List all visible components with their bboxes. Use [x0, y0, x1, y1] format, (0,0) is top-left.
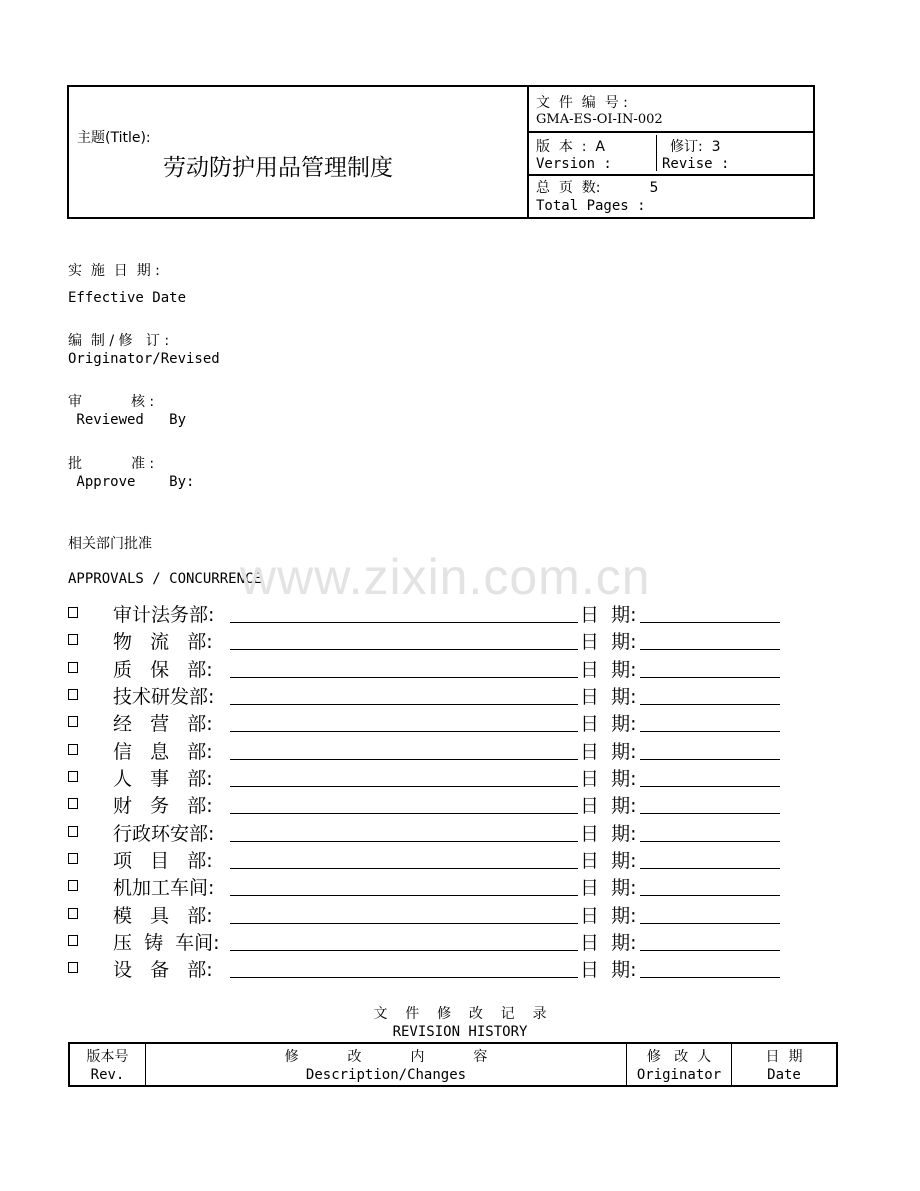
date-label: 日 期: — [580, 823, 637, 845]
date-label: 日 期: — [580, 959, 637, 981]
date-line[interactable] — [640, 677, 780, 678]
effective-date-label: 实 施 日 期 : — [68, 263, 160, 279]
doc-number-value: GMA-ES-OI-IN-002 — [536, 112, 663, 127]
version-row — [529, 133, 813, 176]
approval-row — [68, 682, 788, 709]
column-header-cn: 修 改 人 — [646, 1049, 712, 1065]
approval-row — [68, 791, 788, 818]
department-label: 物 流 部: — [113, 631, 213, 653]
column-description — [146, 1044, 627, 1085]
approval-checkbox[interactable] — [68, 798, 78, 809]
approve-label: 批 准 : — [68, 456, 155, 472]
approval-checkbox[interactable] — [68, 689, 78, 700]
document-header — [67, 85, 815, 219]
date-label: 日 期: — [580, 932, 637, 954]
date-label: 日 期: — [580, 686, 637, 708]
approval-checkbox[interactable] — [68, 880, 78, 891]
date-label: 日 期: — [580, 631, 637, 653]
approval-row — [68, 955, 788, 982]
date-line[interactable] — [640, 977, 780, 978]
department-label: 项 目 部: — [113, 850, 213, 872]
column-header-cn: 修 改 内 容 — [284, 1049, 488, 1065]
document-info-cell — [529, 87, 813, 217]
approval-row — [68, 627, 788, 654]
date-line[interactable] — [640, 759, 780, 760]
approval-row — [68, 737, 788, 764]
subject-title: 劳动防护用品管理制度 — [163, 155, 393, 181]
approval-row — [68, 600, 788, 627]
date-line[interactable] — [640, 622, 780, 623]
signature-line[interactable] — [230, 950, 578, 951]
column-originator — [627, 1044, 732, 1085]
date-label: 日 期: — [580, 659, 637, 681]
subject-cell — [69, 87, 529, 217]
approval-checkbox[interactable] — [68, 853, 78, 864]
approval-row — [68, 928, 788, 955]
pages-row — [529, 176, 813, 217]
signature-line[interactable] — [230, 786, 578, 787]
revision-history-title-en: REVISION HISTORY — [392, 1024, 528, 1040]
approval-row — [68, 901, 788, 928]
reviewed-label: 审 核 : — [68, 394, 155, 410]
originator-label-en: Originator/Revised — [68, 351, 220, 367]
watermark: www.zixin.com.cn — [240, 549, 651, 605]
approval-checkbox[interactable] — [68, 662, 78, 673]
date-line[interactable] — [640, 868, 780, 869]
approval-row — [68, 819, 788, 846]
revise-label: 修订: 3 — [670, 139, 721, 155]
date-label: 日 期: — [580, 905, 637, 927]
date-line[interactable] — [640, 950, 780, 951]
version-label: 版 本 : A — [536, 139, 605, 155]
total-pages-label: 总 页 数: 5 — [536, 180, 659, 196]
date-line[interactable] — [640, 704, 780, 705]
doc-number-label: 文 件 编 号 : — [536, 95, 628, 111]
date-label: 日 期: — [580, 604, 637, 626]
approval-row — [68, 709, 788, 736]
column-header-cn: 版本号 — [86, 1049, 129, 1065]
signature-line[interactable] — [230, 649, 578, 650]
originator-label: 编 制 / 修 订 : — [68, 333, 170, 349]
department-label: 质 保 部: — [113, 659, 213, 681]
reviewed-label-en: Reviewed By — [68, 412, 187, 428]
department-label: 设 备 部: — [113, 959, 213, 981]
revise-label-en: Revise : — [662, 156, 730, 172]
signature-line[interactable] — [230, 759, 578, 760]
date-line[interactable] — [640, 813, 780, 814]
column-header-en: Rev. — [90, 1067, 125, 1083]
signature-line[interactable] — [230, 868, 578, 869]
date-label: 日 期: — [580, 768, 637, 790]
approvals-title-en: APPROVALS / CONCURRENCE — [68, 571, 262, 587]
department-label: 经 营 部: — [113, 713, 213, 735]
department-label: 信 息 部: — [113, 741, 213, 763]
column-date — [732, 1044, 836, 1085]
approval-checkbox[interactable] — [68, 716, 78, 727]
approval-checkbox[interactable] — [68, 771, 78, 782]
version-divider — [656, 135, 657, 171]
column-rev — [70, 1044, 146, 1085]
date-line[interactable] — [640, 649, 780, 650]
approval-checkbox[interactable] — [68, 607, 78, 618]
approval-row — [68, 873, 788, 900]
approval-checkbox[interactable] — [68, 744, 78, 755]
column-header-en: Description/Changes — [305, 1067, 467, 1083]
department-label: 人 事 部: — [113, 768, 213, 790]
signature-line[interactable] — [230, 622, 578, 623]
signature-line[interactable] — [230, 731, 578, 732]
approval-checkbox[interactable] — [68, 634, 78, 645]
revision-history-table — [68, 1042, 838, 1087]
date-label: 日 期: — [580, 795, 637, 817]
date-label: 日 期: — [580, 877, 637, 899]
approval-checkbox[interactable] — [68, 908, 78, 919]
department-label: 技术研发部: — [113, 686, 215, 708]
column-header-cn: 日 期 — [765, 1049, 803, 1065]
approval-row — [68, 846, 788, 873]
date-line[interactable] — [640, 786, 780, 787]
department-label: 机加工车间: — [113, 877, 215, 899]
department-label: 模 具 部: — [113, 905, 213, 927]
department-label: 审计法务部: — [113, 604, 215, 626]
approval-checkbox[interactable] — [68, 962, 78, 973]
approval-checkbox[interactable] — [68, 935, 78, 946]
subject-label: 主题(Title): — [77, 130, 151, 146]
total-pages-label-en: Total Pages : — [536, 198, 646, 214]
date-label: 日 期: — [580, 741, 637, 763]
revision-history-title-cn: 文 件 修 改 记 录 — [373, 1006, 547, 1022]
version-label-en: Version : — [536, 156, 612, 172]
signature-line[interactable] — [230, 895, 578, 896]
date-label: 日 期: — [580, 850, 637, 872]
doc-number-row — [529, 87, 813, 133]
department-label: 财 务 部: — [113, 795, 213, 817]
approval-row — [68, 655, 788, 682]
department-label: 行政环安部: — [113, 823, 215, 845]
signature-line[interactable] — [230, 677, 578, 678]
date-line[interactable] — [640, 841, 780, 842]
signature-line[interactable] — [230, 841, 578, 842]
date-line[interactable] — [640, 895, 780, 896]
signature-line[interactable] — [230, 813, 578, 814]
column-header-en: Date — [767, 1067, 801, 1083]
approval-checkbox[interactable] — [68, 826, 78, 837]
approval-row — [68, 764, 788, 791]
signature-line[interactable] — [230, 923, 578, 924]
department-label: 压 铸 车间: — [113, 932, 220, 954]
date-line[interactable] — [640, 923, 780, 924]
approve-label-en: Approve By: — [68, 474, 195, 490]
column-header-en: Originator — [636, 1067, 722, 1083]
approvals-title-cn: 相关部门批准 — [68, 536, 152, 552]
date-line[interactable] — [640, 731, 780, 732]
signature-line[interactable] — [230, 704, 578, 705]
signature-line[interactable] — [230, 977, 578, 978]
effective-date-label-en: Effective Date — [68, 290, 187, 306]
date-label: 日 期: — [580, 713, 637, 735]
